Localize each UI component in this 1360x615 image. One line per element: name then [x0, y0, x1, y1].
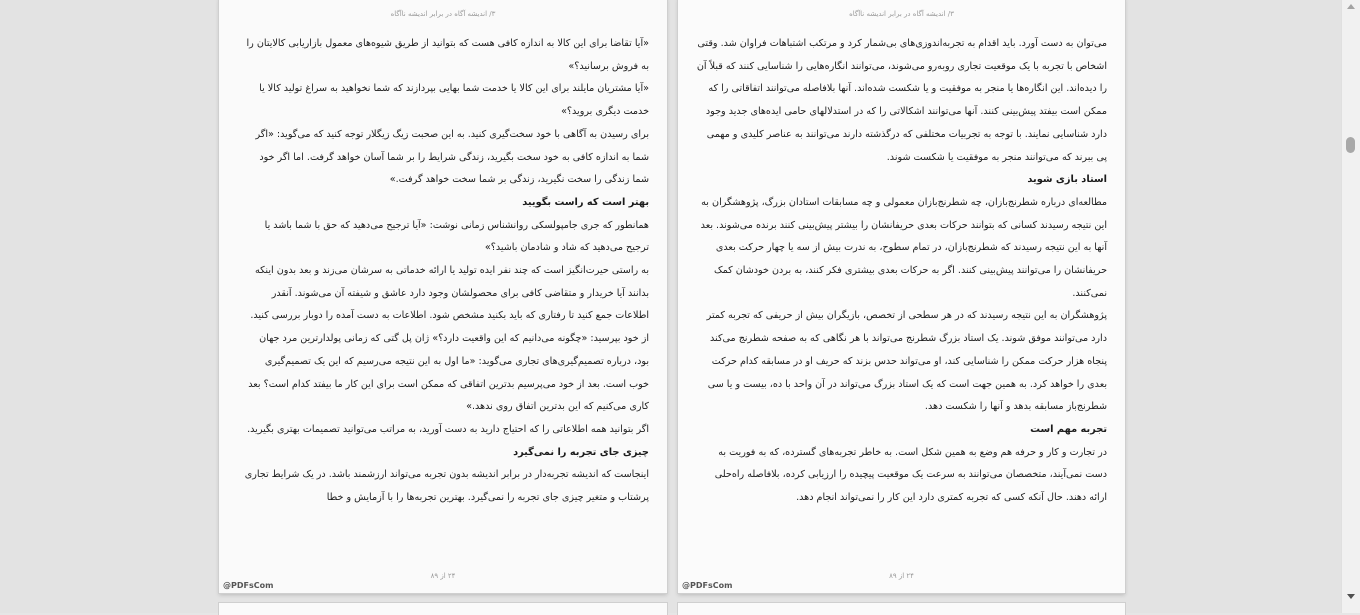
body-paragraph: پژوهشگران به این نتیجه رسیدند که در هر سطحی از تخصص، بازیگران بیش از حریفی که تجربه کمتر دارد می‌توانند موفق شوند. یک استاد بزرگ شطرنج می‌تواند با هر نگاهی که به صفحه شطرنج می‌کند پنجاه هزار حرکت ممکن را شناسایی کند، او می‌تواند حدس بزند که حریف او در مسابقه کدام حرکت بعدی را خواهد کرد. به همین جهت است که یک استاد بزرگ می‌تواند در آن واحد با ده، بیست و یا سی شطرنج‌باز مسابقه بدهد و آنها را شکست دهد.: [706, 310, 1107, 413]
page-body-text: [696, 33, 1107, 510]
page-body-text: [243, 33, 649, 510]
running-header: ۳/ اندیشه آگاه در برابر اندیشه ناآگاه: [849, 10, 954, 18]
body-paragraph: در تجارت و کار و حرفه هم وضع به همین شکل است. به خاطر تجربه‌های گسترده، که به فوریت به دست نمی‌آیند، متخصصان می‌توانند به سرعت یک موقعیت پیچیده را ارزیابی کرده، بلافاصله راه‌حلی ارائه دهند. حال آنکه کسی که تجربه کمتری دارد این کار را نمی‌تواند انجام دهد.: [714, 446, 1107, 504]
scroll-down-arrow-icon[interactable]: [1347, 594, 1355, 599]
section-heading: بهتر است که راست بگویید: [522, 196, 649, 208]
body-paragraph: همانطور که جری جامپولسکی روانشناس زمانی نوشت: «آیا ترجیح می‌دهید که حق با شما باشد یا ترجیح می‌دهید که شاد و شادمان باشید؟»: [264, 219, 649, 254]
body-paragraph: می‌توان به دست آورد. باید اقدام به تجربه‌اندوزی‌های بی‌شمار کرد و مرتکب اشتباهات فراوان شد. وقتی اشخاص با تجربه با یک موقعیت تجاری روبه‌رو می‌شوند، می‌توانند انگاره‌هایی را شناسایی کنند که قبلاً آن را دیده‌اند. این انگاره‌ها یا منجر به موفقیت و یا شکست شده‌اند. آنها بلافاصله می‌توانند اتفاقاتی را که ممکن است بیفتد پیش‌بینی کنند. آنها می‌توانند اشکالاتی را که در استدلالهای حامی ایده‌های جدید وجود دارد شناسایی نمایند. با توجه به تجربیات مختلفی که درگذشته دارند می‌توانند به عناصر کلیدی و مهمی پی ببرند که می‌توانند منجر به موفقیت یا شکست شوند.: [696, 38, 1107, 163]
body-paragraph: برای رسیدن به آگاهی با خود سخت‌گیری کنید. به این صحبت زیگ زیگلار توجه کنید که می‌گوید: «اگر شما به اندازه کافی به خود سخت بگیرید، زندگی شرایط را بر شما آسان خواهد گرفت. اما اگر خود شما زندگی را سخت نگیرید، زندگی بر شما سخت خواهد گرفت.»: [255, 128, 649, 186]
section-heading: تجربه مهم است: [1030, 423, 1107, 435]
body-paragraph: به راستی حیرت‌انگیز است که چند نفر ایده تولید یا ارائه خدماتی به سرشان می‌زند و بعد بدون اینکه بدانند آیا خریدار و متقاضی کافی برای محصولشان وجود دارد عاشق و شیفته آن می‌شوند. آنقدر اطلاعات جمع کنید تا رفتاری که باید بکنید مشخص شود. اطلاعات به دست آمده را دوبار بررسی کنید. از خود بپرسید: «چگونه می‌دانیم که این واقعیت دارد؟» ژان پل گتی که زمانی پولدارترین مرد جهان بود، درباره تصمیم‌گیری‌های تجاری می‌گوید: «ما اول به این نتیجه می‌رسیم که این یک تصمیم‌گیری خوب است. بعد از خود می‌پرسیم بدترین اتفاقی که ممکن است برای این کار ما بیفتد کدام است؟ بعد کاری می‌کنیم که این بدترین اتفاق روی ندهد.»: [248, 265, 649, 413]
body-paragraph: «آیا تقاضا برای این کالا به اندازه کافی هست که بتوانید از طریق شیوه‌های معمول بازاریابی کالایتان را به فروش برسانید؟»: [246, 38, 649, 72]
pdf-page-left: [219, 0, 667, 593]
body-paragraph: اگر بتوانید همه اطلاعاتی را که احتیاج دارید به دست آورید، به مراتب می‌توانید تصمیمات بهتری بگیرید.: [247, 423, 649, 435]
section-heading: استاد بازی شوید: [1027, 174, 1107, 186]
vertical-scrollbar[interactable]: [1341, 0, 1360, 613]
section-heading: چیزی جای تجربه را نمی‌گیرد: [513, 446, 649, 458]
pdf-page-right: [678, 0, 1125, 593]
running-header: ۳/ اندیشه آگاه در برابر اندیشه ناآگاه: [390, 10, 496, 18]
body-paragraph: اینجاست که اندیشه تجربه‌دار در برابر اندیشه بدون تجربه می‌تواند ارزشمند باشد. در یک شرایط تجاری پرشتاب و متغیر چیزی جای تجربه را نمی‌گیرد. بهترین تجربه‌ها را با آزمایش و خطا: [244, 469, 649, 504]
scroll-up-arrow-icon[interactable]: [1347, 4, 1355, 9]
watermark-label: @PDFsCom: [223, 581, 274, 590]
body-paragraph: «آیا مشتریان مایلند برای این کالا یا خدمت شما بهایی بپردازند که شما نخواهید به سراغ تولید کالا یا خدمت دیگری بروید؟»: [259, 83, 649, 118]
page-number: ۲۴ از ۸۹: [430, 572, 456, 580]
next-page-edge-right: [678, 603, 1125, 615]
body-paragraph: مطالعه‌ای درباره شطرنج‌بازان، چه شطرنج‌بازان معمولی و چه مسابقات استادان بزرگ، پژوهشگران به این نتیجه رسیدند کسانی که بتوانند حرکات بعدی حریفانشان را بیشتر پیش‌بینی کنند برنده می‌شوند. بعد آنها به این نتیجه رسیدند که شطرنج‌بازان، در تمام سطوح، به ندرت بیش از سه یا چهار حرکت بعدی حریفانشان را می‌توانند پیش‌بینی کنند. اگر به حرکات بعدی بیشتری فکر کنند، به بردن خودشان کمک نمی‌کنند.: [700, 196, 1107, 299]
scrollbar-thumb[interactable]: [1346, 137, 1355, 153]
next-page-edge-left: [219, 603, 667, 615]
watermark-label: @PDFsCom: [682, 581, 733, 590]
page-number: ۲۴ از ۸۹: [889, 572, 914, 580]
